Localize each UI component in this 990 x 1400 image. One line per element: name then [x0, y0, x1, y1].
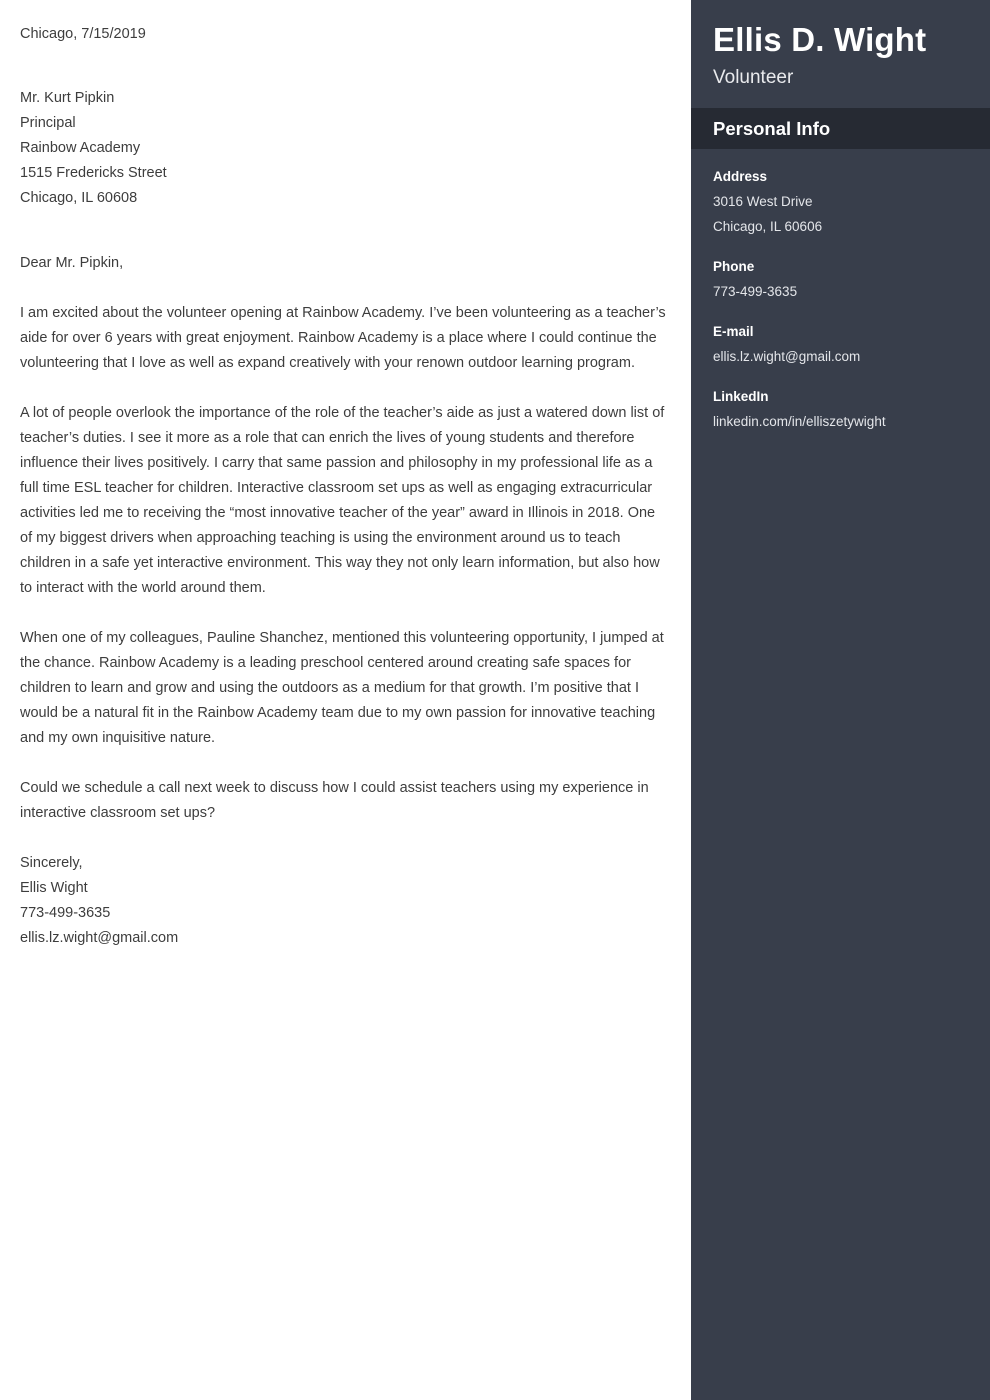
sidebar-header — [691, 0, 990, 108]
signoff-name: Ellis Wight — [20, 880, 88, 896]
info-label: LinkedIn — [713, 389, 769, 404]
recipient-line: Chicago, IL 60608 — [20, 190, 138, 206]
info-label: Address — [713, 169, 768, 184]
info-value: Chicago, IL 60606 — [713, 219, 823, 234]
letter-date: Chicago, 7/15/2019 — [20, 26, 146, 42]
personal-info-list — [691, 149, 990, 434]
letter-paragraph: Could we schedule a call next week to discuss how I could assist teachers using my experience in interactive classroom set ups? — [20, 780, 649, 821]
candidate-name: Ellis D. Wight — [713, 21, 927, 58]
info-group-address — [713, 164, 968, 239]
info-value: 3016 West Drive — [713, 194, 813, 209]
recipient-line: Principal — [20, 115, 76, 131]
candidate-role: Volunteer — [713, 67, 794, 88]
info-label: E-mail — [713, 324, 754, 339]
info-value[interactable]: ellis.lz.wight@gmail.com — [713, 349, 861, 364]
letter-paragraph: When one of my colleagues, Pauline Shanchez, mentioned this volunteering opportunity, I jumped at the chance. Rainbow Academy is a leading preschool centered around creating safe spaces for children to learn and grow and using the outdoors as a medium for that growth. I’m positive that I would be a natural fit in the Rainbow Academy team due to my own passion for innovative teaching and my own inquisitive nature. — [20, 630, 664, 746]
info-label: Phone — [713, 259, 755, 274]
section-title: Personal Info — [713, 117, 831, 139]
info-group-linkedin — [713, 384, 968, 434]
info-group-email — [713, 319, 968, 369]
info-value: 773-499-3635 — [713, 284, 798, 299]
sidebar — [691, 0, 990, 1400]
recipient-line: Mr. Kurt Pipkin — [20, 90, 115, 106]
info-group-phone — [713, 254, 968, 304]
signoff-phone: 773-499-3635 — [20, 905, 111, 921]
recipient-line: 1515 Fredericks Street — [20, 165, 167, 181]
letter-salutation: Dear Mr. Pipkin, — [20, 255, 124, 271]
signoff-email: ellis.lz.wight@gmail.com — [20, 930, 179, 946]
letter-paragraph: A lot of people overlook the importance of the role of the teacher’s aide as just a watered down list of teacher’s duties. I see it more as a role that can enrich the lives of young students and therefore influence their lives positively. I carry that same passion and philosophy in my professional life as a full time ESL teacher for children. Interactive classroom set ups as well as engaging extracurricular activities led me to receiving the “most innovative teacher of the year” award in Illinois in 2018. One of my biggest drivers when approaching teaching is using the environment around us to teach children in a safe yet interactive environment. This way they not only learn information, but also how to interact with the world around them. — [20, 405, 665, 596]
info-value[interactable]: linkedin.com/in/elliszetywight — [713, 414, 886, 429]
recipient-line: Rainbow Academy — [20, 140, 141, 156]
personal-info-section-header — [691, 108, 990, 149]
letter-signoff-block — [20, 851, 671, 951]
signoff-closing: Sincerely, — [20, 855, 83, 871]
recipient-address-block — [20, 86, 671, 211]
letter-paragraph: I am excited about the volunteer opening at Rainbow Academy. I’ve been volunteering as a teacher’s aide for over 6 years with great enjoyment. Rainbow Academy is a place where I could continue the volunteering that I love as well as expand creatively with your renown outdoor learning program. — [20, 305, 666, 371]
